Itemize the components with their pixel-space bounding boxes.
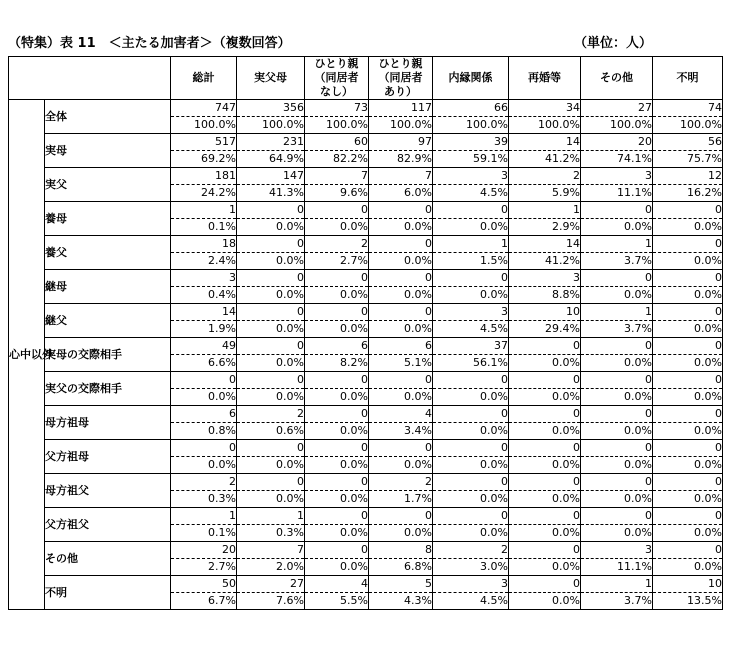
- count-cell: 14: [509, 236, 581, 253]
- percent-cell: 0.0%: [433, 457, 509, 474]
- percent-cell: 4.5%: [433, 321, 509, 338]
- count-cell: 4: [305, 576, 369, 593]
- percent-cell: 0.0%: [305, 287, 369, 304]
- column-header-text: 実父母: [254, 71, 287, 84]
- count-cell: 0: [433, 372, 509, 389]
- table-body: [9, 100, 723, 610]
- percent-cell: 9.6%: [305, 185, 369, 202]
- percent-cell: 3.0%: [433, 559, 509, 576]
- percent-cell: 0.0%: [237, 355, 305, 372]
- count-cell: 39: [433, 134, 509, 151]
- count-cell: 0: [305, 406, 369, 423]
- percent-cell: 0.8%: [171, 423, 237, 440]
- count-cell: 12: [653, 168, 723, 185]
- column-header-text: その他: [600, 71, 633, 84]
- count-cell: 0: [237, 304, 305, 321]
- count-cell: 0: [237, 270, 305, 287]
- count-cell: 0: [581, 440, 653, 457]
- column-header: [581, 57, 653, 100]
- count-cell: 56: [653, 134, 723, 151]
- count-cell: 14: [171, 304, 237, 321]
- table-row: [9, 406, 723, 423]
- percent-cell: 0.0%: [581, 457, 653, 474]
- count-cell: 3: [509, 270, 581, 287]
- percent-cell: 0.0%: [305, 525, 369, 542]
- percent-cell: 100.0%: [509, 117, 581, 134]
- percent-cell: 2.9%: [509, 219, 581, 236]
- percent-cell: 0.0%: [509, 559, 581, 576]
- count-cell: 7: [369, 168, 433, 185]
- percent-cell: 0.0%: [653, 355, 723, 372]
- count-cell: 0: [509, 440, 581, 457]
- percent-cell: 82.9%: [369, 151, 433, 168]
- count-cell: 0: [305, 542, 369, 559]
- count-cell: 0: [369, 236, 433, 253]
- table-header: [8, 32, 728, 50]
- count-cell: 5: [369, 576, 433, 593]
- count-cell: 0: [581, 372, 653, 389]
- count-cell: 1: [237, 508, 305, 525]
- count-cell: 0: [509, 372, 581, 389]
- percent-cell: 3.7%: [581, 593, 653, 610]
- row-label: 全体: [45, 100, 171, 134]
- count-cell: 14: [509, 134, 581, 151]
- percent-cell: 0.0%: [653, 525, 723, 542]
- perpetrator-table: [8, 56, 723, 610]
- percent-cell: 41.3%: [237, 185, 305, 202]
- percent-cell: 13.5%: [653, 593, 723, 610]
- table-row: [9, 236, 723, 253]
- table-row: [9, 100, 723, 117]
- count-cell: 20: [171, 542, 237, 559]
- count-cell: 231: [237, 134, 305, 151]
- percent-cell: 0.0%: [653, 559, 723, 576]
- column-header: [237, 57, 305, 100]
- percent-cell: 0.0%: [433, 423, 509, 440]
- percent-cell: 0.0%: [581, 389, 653, 406]
- count-cell: 20: [581, 134, 653, 151]
- count-cell: 3: [433, 168, 509, 185]
- count-cell: 0: [653, 542, 723, 559]
- row-label: 父方祖母: [45, 440, 171, 474]
- count-cell: 1: [581, 236, 653, 253]
- percent-cell: 0.0%: [369, 525, 433, 542]
- count-cell: 49: [171, 338, 237, 355]
- unit-label: （単位：人）: [574, 36, 653, 51]
- percent-cell: 1.7%: [369, 491, 433, 508]
- count-cell: 0: [171, 440, 237, 457]
- column-header-row: [9, 57, 723, 100]
- percent-cell: 56.1%: [433, 355, 509, 372]
- count-cell: 0: [653, 304, 723, 321]
- percent-cell: 5.1%: [369, 355, 433, 372]
- count-cell: 2: [171, 474, 237, 491]
- count-cell: 18: [171, 236, 237, 253]
- row-label: 母方祖母: [45, 406, 171, 440]
- count-cell: 0: [433, 406, 509, 423]
- percent-cell: 3.7%: [581, 321, 653, 338]
- percent-cell: 0.0%: [653, 253, 723, 270]
- row-label: 不明: [45, 576, 171, 610]
- percent-cell: 0.0%: [237, 287, 305, 304]
- percent-cell: 0.0%: [433, 219, 509, 236]
- percent-cell: 41.2%: [509, 253, 581, 270]
- percent-cell: 0.0%: [509, 355, 581, 372]
- count-cell: 181: [171, 168, 237, 185]
- percent-cell: 2.7%: [171, 559, 237, 576]
- count-cell: 0: [237, 474, 305, 491]
- count-cell: 0: [509, 576, 581, 593]
- count-cell: 3: [171, 270, 237, 287]
- percent-cell: 8.8%: [509, 287, 581, 304]
- count-cell: 0: [581, 202, 653, 219]
- column-header-text: なし）: [320, 85, 353, 98]
- column-header-text: 再婚等: [528, 71, 561, 84]
- percent-cell: 0.0%: [369, 253, 433, 270]
- row-label: 実母の交際相手: [45, 338, 171, 372]
- percent-cell: 4.5%: [433, 593, 509, 610]
- count-cell: 0: [653, 202, 723, 219]
- percent-cell: 6.8%: [369, 559, 433, 576]
- count-cell: 0: [653, 338, 723, 355]
- count-cell: 4: [369, 406, 433, 423]
- percent-cell: 7.6%: [237, 593, 305, 610]
- table-row: [9, 168, 723, 185]
- percent-cell: 64.9%: [237, 151, 305, 168]
- side-label: 心中以外: [9, 100, 45, 610]
- column-header-text: ひとり親: [314, 57, 359, 70]
- percent-cell: 0.0%: [653, 389, 723, 406]
- table-row: [9, 134, 723, 151]
- column-header-text: あり）: [384, 85, 417, 98]
- percent-cell: 0.0%: [653, 321, 723, 338]
- percent-cell: 0.1%: [171, 525, 237, 542]
- count-cell: 1: [171, 202, 237, 219]
- count-cell: 0: [509, 508, 581, 525]
- count-cell: 50: [171, 576, 237, 593]
- count-cell: 0: [509, 406, 581, 423]
- percent-cell: 100.0%: [581, 117, 653, 134]
- percent-cell: 0.0%: [581, 491, 653, 508]
- percent-cell: 6.0%: [369, 185, 433, 202]
- count-cell: 0: [305, 508, 369, 525]
- percent-cell: 0.0%: [237, 491, 305, 508]
- count-cell: 27: [581, 100, 653, 117]
- table-row: [9, 202, 723, 219]
- percent-cell: 1.5%: [433, 253, 509, 270]
- column-header: [171, 57, 237, 100]
- percent-cell: 0.3%: [171, 491, 237, 508]
- percent-cell: 82.2%: [305, 151, 369, 168]
- row-label: 養父: [45, 236, 171, 270]
- percent-cell: 0.0%: [581, 219, 653, 236]
- percent-cell: 0.0%: [369, 457, 433, 474]
- percent-cell: 5.5%: [305, 593, 369, 610]
- table-row: [9, 576, 723, 593]
- percent-cell: 11.1%: [581, 559, 653, 576]
- count-cell: 6: [305, 338, 369, 355]
- count-cell: 0: [581, 474, 653, 491]
- percent-cell: 0.3%: [237, 525, 305, 542]
- row-label: 実父: [45, 168, 171, 202]
- count-cell: 0: [653, 508, 723, 525]
- count-cell: 66: [433, 100, 509, 117]
- percent-cell: 0.0%: [369, 389, 433, 406]
- count-cell: 0: [653, 406, 723, 423]
- count-cell: 517: [171, 134, 237, 151]
- count-cell: 0: [369, 372, 433, 389]
- count-cell: 0: [509, 542, 581, 559]
- count-cell: 747: [171, 100, 237, 117]
- percent-cell: 100.0%: [305, 117, 369, 134]
- count-cell: 2: [509, 168, 581, 185]
- percent-cell: 0.0%: [305, 219, 369, 236]
- percent-cell: 0.4%: [171, 287, 237, 304]
- count-cell: 6: [369, 338, 433, 355]
- row-label: 実父の交際相手: [45, 372, 171, 406]
- percent-cell: 0.0%: [369, 287, 433, 304]
- percent-cell: 0.0%: [237, 219, 305, 236]
- count-cell: 0: [305, 440, 369, 457]
- percent-cell: 0.0%: [305, 491, 369, 508]
- percent-cell: 11.1%: [581, 185, 653, 202]
- percent-cell: 16.2%: [653, 185, 723, 202]
- percent-cell: 100.0%: [653, 117, 723, 134]
- percent-cell: 74.1%: [581, 151, 653, 168]
- percent-cell: 100.0%: [369, 117, 433, 134]
- percent-cell: 69.2%: [171, 151, 237, 168]
- row-label: 実母: [45, 134, 171, 168]
- percent-cell: 0.0%: [653, 491, 723, 508]
- percent-cell: 0.6%: [237, 423, 305, 440]
- count-cell: 1: [433, 236, 509, 253]
- percent-cell: 0.0%: [653, 219, 723, 236]
- percent-cell: 6.7%: [171, 593, 237, 610]
- count-cell: 2: [237, 406, 305, 423]
- percent-cell: 2.0%: [237, 559, 305, 576]
- percent-cell: 0.0%: [581, 355, 653, 372]
- count-cell: 0: [369, 508, 433, 525]
- count-cell: 0: [653, 372, 723, 389]
- table-row: [9, 270, 723, 287]
- percent-cell: 0.0%: [509, 491, 581, 508]
- row-label: 母方祖父: [45, 474, 171, 508]
- count-cell: 3: [433, 304, 509, 321]
- count-cell: 0: [305, 372, 369, 389]
- count-cell: 0: [581, 338, 653, 355]
- row-label: 継母: [45, 270, 171, 304]
- count-cell: 0: [653, 474, 723, 491]
- table-row: [9, 440, 723, 457]
- count-cell: 0: [509, 474, 581, 491]
- count-cell: 0: [653, 236, 723, 253]
- percent-cell: 0.0%: [305, 559, 369, 576]
- count-cell: 8: [369, 542, 433, 559]
- count-cell: 0: [581, 270, 653, 287]
- count-cell: 0: [369, 270, 433, 287]
- count-cell: 2: [369, 474, 433, 491]
- percent-cell: 29.4%: [509, 321, 581, 338]
- count-cell: 0: [433, 270, 509, 287]
- column-header: [369, 57, 433, 100]
- percent-cell: 0.0%: [433, 389, 509, 406]
- count-cell: 0: [433, 202, 509, 219]
- count-cell: 0: [369, 440, 433, 457]
- percent-cell: 3.7%: [581, 253, 653, 270]
- percent-cell: 2.7%: [305, 253, 369, 270]
- count-cell: 0: [237, 440, 305, 457]
- percent-cell: 0.0%: [305, 423, 369, 440]
- percent-cell: 0.0%: [581, 423, 653, 440]
- table-row: [9, 542, 723, 559]
- percent-cell: 100.0%: [171, 117, 237, 134]
- percent-cell: 24.2%: [171, 185, 237, 202]
- count-cell: 0: [171, 372, 237, 389]
- percent-cell: 0.0%: [581, 287, 653, 304]
- percent-cell: 0.0%: [433, 287, 509, 304]
- row-label: 父方祖父: [45, 508, 171, 542]
- percent-cell: 0.0%: [509, 423, 581, 440]
- percent-cell: 0.0%: [509, 593, 581, 610]
- column-header-text: 総計: [192, 71, 215, 84]
- count-cell: 2: [433, 542, 509, 559]
- percent-cell: 3.4%: [369, 423, 433, 440]
- percent-cell: 0.0%: [369, 321, 433, 338]
- percent-cell: 5.9%: [509, 185, 581, 202]
- count-cell: 0: [653, 440, 723, 457]
- count-cell: 0: [581, 508, 653, 525]
- column-header-text: （同居者: [314, 71, 359, 84]
- percent-cell: 0.0%: [305, 457, 369, 474]
- percent-cell: 0.0%: [509, 457, 581, 474]
- table-row: [9, 508, 723, 525]
- table-title: （特集）表 11 ＜主たる加害者＞（複数回答）: [8, 36, 291, 51]
- row-label: 継父: [45, 304, 171, 338]
- count-cell: 7: [305, 168, 369, 185]
- percent-cell: 100.0%: [237, 117, 305, 134]
- count-cell: 10: [509, 304, 581, 321]
- percent-cell: 100.0%: [433, 117, 509, 134]
- row-label: 養母: [45, 202, 171, 236]
- count-cell: 1: [581, 576, 653, 593]
- count-cell: 356: [237, 100, 305, 117]
- percent-cell: 75.7%: [653, 151, 723, 168]
- percent-cell: 0.0%: [237, 321, 305, 338]
- count-cell: 0: [433, 508, 509, 525]
- percent-cell: 4.5%: [433, 185, 509, 202]
- column-header-text: 内縁関係: [448, 71, 493, 84]
- count-cell: 0: [237, 338, 305, 355]
- percent-cell: 8.2%: [305, 355, 369, 372]
- count-cell: 97: [369, 134, 433, 151]
- percent-cell: 0.0%: [237, 389, 305, 406]
- count-cell: 6: [171, 406, 237, 423]
- count-cell: 0: [369, 304, 433, 321]
- table-row: [9, 372, 723, 389]
- column-header: [509, 57, 581, 100]
- count-cell: 0: [305, 304, 369, 321]
- percent-cell: 41.2%: [509, 151, 581, 168]
- percent-cell: 0.0%: [653, 423, 723, 440]
- percent-cell: 0.0%: [305, 389, 369, 406]
- column-header: [305, 57, 369, 100]
- percent-cell: 2.4%: [171, 253, 237, 270]
- count-cell: 3: [581, 542, 653, 559]
- percent-cell: 0.0%: [433, 491, 509, 508]
- count-cell: 1: [509, 202, 581, 219]
- count-cell: 1: [171, 508, 237, 525]
- count-cell: 0: [305, 202, 369, 219]
- percent-cell: 6.6%: [171, 355, 237, 372]
- percent-cell: 4.3%: [369, 593, 433, 610]
- count-cell: 37: [433, 338, 509, 355]
- percent-cell: 1.9%: [171, 321, 237, 338]
- percent-cell: 0.0%: [433, 525, 509, 542]
- count-cell: 0: [653, 270, 723, 287]
- percent-cell: 0.0%: [653, 287, 723, 304]
- percent-cell: 0.0%: [653, 457, 723, 474]
- count-cell: 0: [581, 406, 653, 423]
- count-cell: 117: [369, 100, 433, 117]
- percent-cell: 0.0%: [369, 219, 433, 236]
- column-header: [653, 57, 723, 100]
- percent-cell: 0.1%: [171, 219, 237, 236]
- percent-cell: 0.0%: [171, 389, 237, 406]
- count-cell: 0: [433, 474, 509, 491]
- percent-cell: 0.0%: [509, 525, 581, 542]
- column-header-text: ひとり親: [378, 57, 423, 70]
- count-cell: 0: [369, 202, 433, 219]
- percent-cell: 59.1%: [433, 151, 509, 168]
- column-header-text: 不明: [676, 71, 699, 84]
- table-row: [9, 474, 723, 491]
- count-cell: 3: [581, 168, 653, 185]
- percent-cell: 0.0%: [237, 253, 305, 270]
- percent-cell: 0.0%: [237, 457, 305, 474]
- count-cell: 34: [509, 100, 581, 117]
- count-cell: 27: [237, 576, 305, 593]
- count-cell: 1: [581, 304, 653, 321]
- count-cell: 10: [653, 576, 723, 593]
- column-header-text: （同居者: [378, 71, 423, 84]
- table-row: [9, 304, 723, 321]
- percent-cell: 0.0%: [509, 389, 581, 406]
- count-cell: 0: [433, 440, 509, 457]
- count-cell: 0: [305, 270, 369, 287]
- corner-cell: [9, 57, 171, 100]
- count-cell: 3: [433, 576, 509, 593]
- count-cell: 74: [653, 100, 723, 117]
- count-cell: 7: [237, 542, 305, 559]
- count-cell: 0: [305, 474, 369, 491]
- percent-cell: 0.0%: [171, 457, 237, 474]
- count-cell: 0: [237, 372, 305, 389]
- table-row: [9, 338, 723, 355]
- count-cell: 0: [509, 338, 581, 355]
- count-cell: 2: [305, 236, 369, 253]
- row-label: その他: [45, 542, 171, 576]
- count-cell: 147: [237, 168, 305, 185]
- percent-cell: 0.0%: [305, 321, 369, 338]
- count-cell: 73: [305, 100, 369, 117]
- percent-cell: 0.0%: [581, 525, 653, 542]
- column-header: [433, 57, 509, 100]
- count-cell: 0: [237, 202, 305, 219]
- count-cell: 60: [305, 134, 369, 151]
- count-cell: 0: [237, 236, 305, 253]
